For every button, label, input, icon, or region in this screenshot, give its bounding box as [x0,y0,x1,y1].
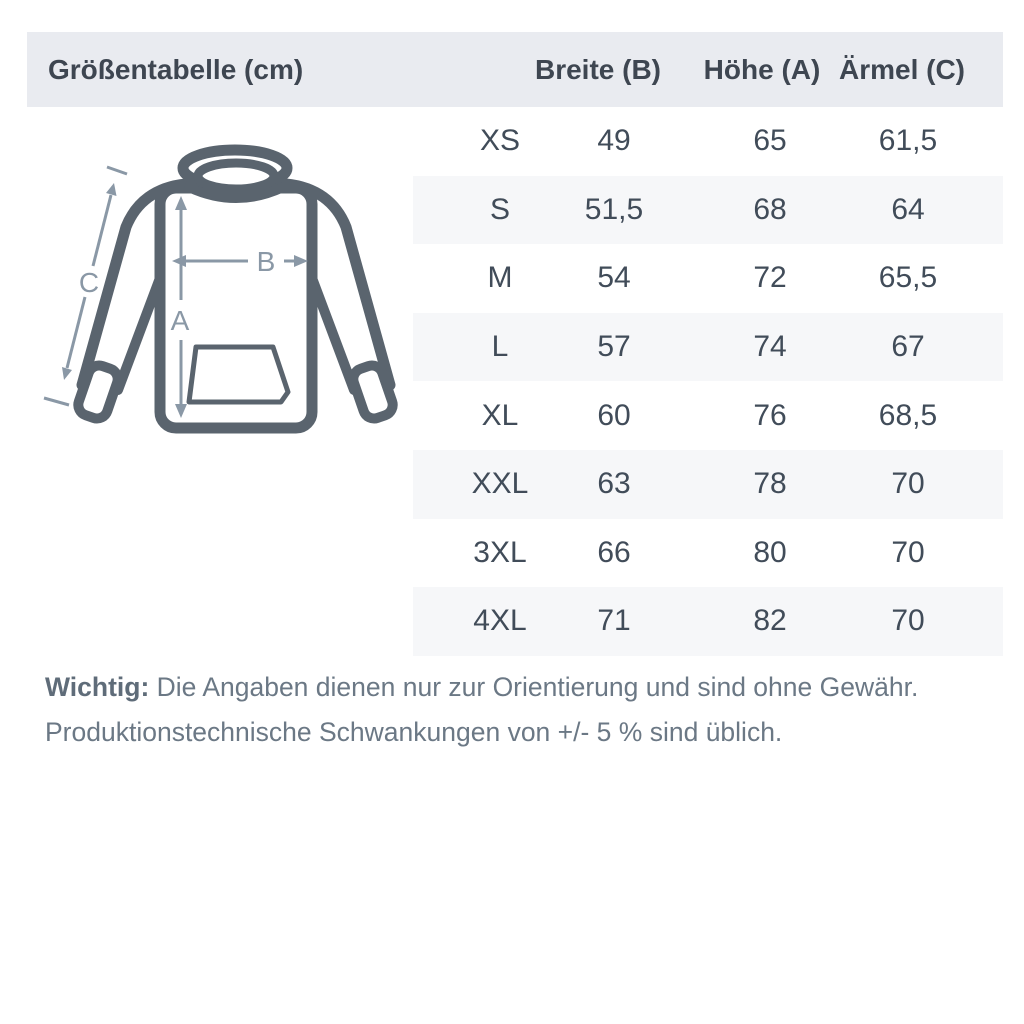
breite-cell: 63 [597,467,631,501]
aermel-cell: 68,5 [878,398,938,432]
hoehe-cell: 65 [753,124,787,158]
table-row [413,107,1003,176]
disclaimer-line-2 [45,710,985,755]
disclaimer-line-1 [45,665,985,710]
size-cell: M [487,261,513,295]
size-cell: XL [481,398,519,432]
hoehe-cell: 82 [753,604,787,638]
breite-cell: 54 [597,261,631,295]
aermel-cell: 64 [891,192,925,226]
breite-cell: 51,5 [584,192,644,226]
size-cell: 4XL [473,604,527,638]
hoehe-cell: 80 [753,535,787,569]
hoodie-measurement-diagram [40,130,400,460]
hoehe-cell: 78 [753,467,787,501]
right-sleeve-inner-line [312,278,354,390]
column-header-aermel: Ärmel (C) [838,53,966,85]
arrow-c-tick-top [107,167,127,174]
kangaroo-pocket [189,347,288,402]
table-row [413,519,1003,588]
aermel-cell: 70 [891,535,925,569]
arrowhead-c-up [106,183,117,196]
size-table [413,107,1003,656]
size-cell: S [489,192,511,226]
arrow-c-line-bottom [67,297,85,368]
table-row [413,450,1003,519]
arrow-c-line-top [93,195,111,266]
hoodie-icon [40,130,400,460]
hood-inner-ring [198,163,274,189]
breite-cell: 66 [597,535,631,569]
disclaimer-note [45,665,985,755]
aermel-cell: 65,5 [878,261,938,295]
table-row [413,313,1003,382]
size-cell: 3XL [473,535,527,569]
arrow-c-tick-bottom [44,398,69,405]
column-header-breite: Breite (B) [534,53,662,85]
breite-cell: 57 [597,330,631,364]
aermel-cell: 61,5 [878,124,938,158]
column-header-hoehe: Höhe (A) [703,53,821,85]
dimension-label-b: B [256,246,276,277]
aermel-cell: 67 [891,330,925,364]
breite-cell: 60 [597,398,631,432]
hoehe-cell: 76 [753,398,787,432]
size-cell: XXL [471,467,529,501]
breite-cell: 49 [597,124,631,158]
aermel-cell: 70 [891,604,925,638]
arrowhead-c-down [62,367,72,380]
size-cell: XS [479,124,521,158]
disclaimer-important-label: Wichtig: [45,672,150,702]
size-chart-header [27,32,1003,107]
breite-cell: 71 [597,604,631,638]
disclaimer-text-1: Die Angaben dienen nur zur Orientierung und sind ohne Gewähr. [156,672,919,702]
table-row [413,244,1003,313]
left-sleeve-inner-line [118,278,160,390]
dimension-label-a: A [170,305,190,336]
chart-title: Größentabelle (cm) [48,53,304,85]
hoehe-cell: 72 [753,261,787,295]
hoehe-cell: 68 [753,192,787,226]
size-cell: L [491,330,509,364]
table-row [413,176,1003,245]
disclaimer-text-2: Produktionstechnische Schwankungen von +/- 5 % sind üblich. [45,717,783,747]
aermel-cell: 70 [891,467,925,501]
hoehe-cell: 74 [753,330,787,364]
table-row [413,587,1003,656]
table-row [413,381,1003,450]
dimension-label-c: C [78,267,100,298]
